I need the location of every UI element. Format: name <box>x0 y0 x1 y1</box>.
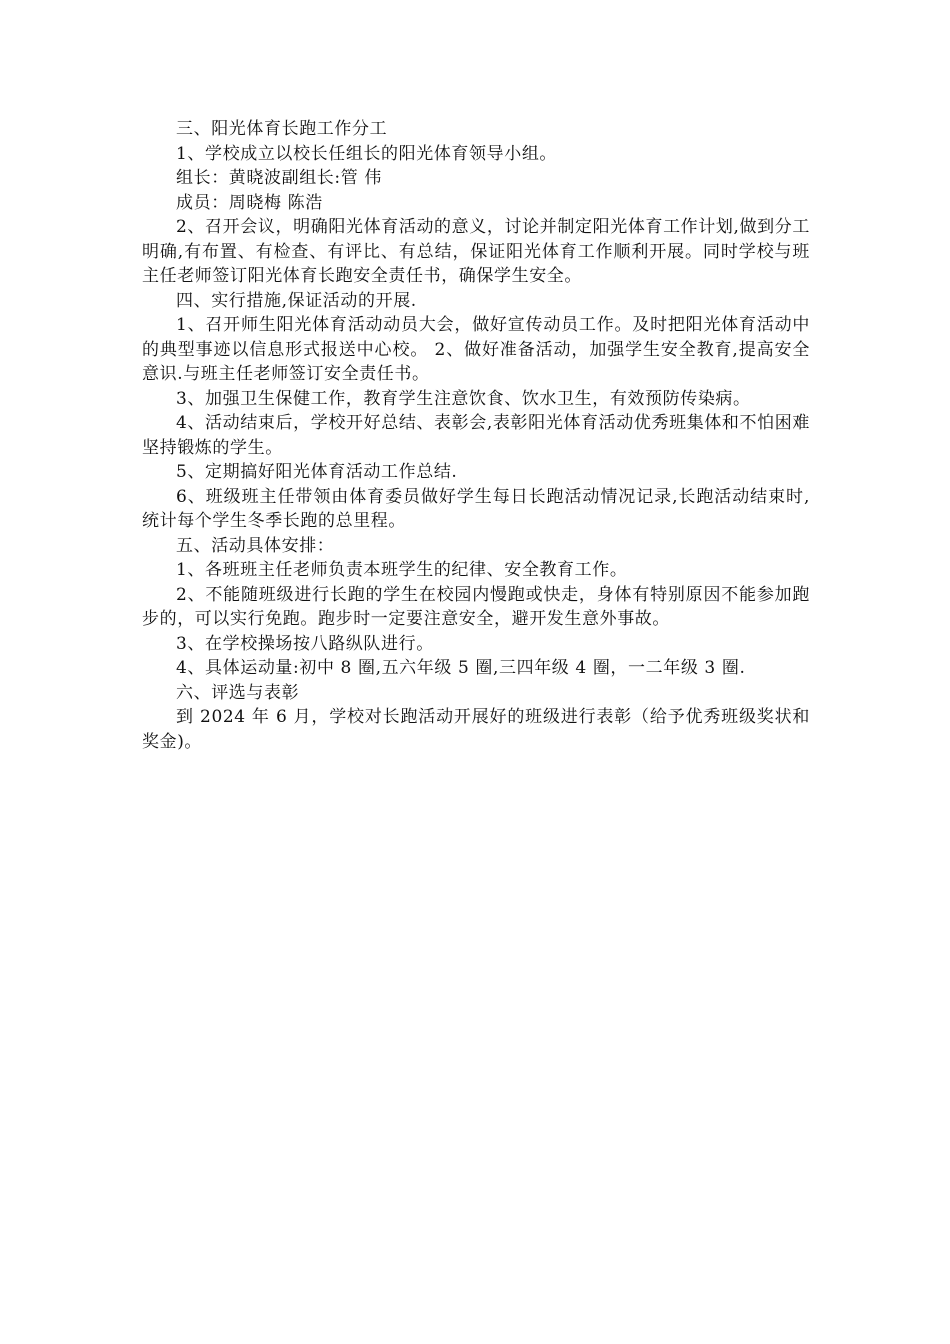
paragraph: 2、不能随班级进行长跑的学生在校园内慢跑或快走，身体有特别原因不能参加跑步的，可以实行免跑。跑步时一定要注意安全，避开发生意外事故。 <box>142 584 810 629</box>
paragraph: 1、各班班主任老师负责本班学生的纪律、安全教育工作。 <box>176 560 628 580</box>
paragraph: 4、具体运动量:初中 8 圈,五六年级 5 圈,三四年级 4 圈，一二年级 3 圈. <box>176 658 746 678</box>
section-heading-5: 五、活动具体安排： <box>176 535 335 556</box>
paragraph: 组长：黄晓波副组长:管 伟 <box>176 168 382 188</box>
paragraph: 3、在学校操场按八路纵队进行。 <box>176 633 434 654</box>
section-heading-6: 六、评选与表彰 <box>176 682 300 703</box>
section-heading-3: 三、阳光体育长跑工作分工 <box>176 119 388 139</box>
paragraph: 成员：周晓梅 陈浩 <box>176 192 323 213</box>
paragraph: 2、召开会议，明确阳光体育活动的意义，讨论并制定阳光体育工作计划,做到分工明确,有布置、有检查、有评比、有总结，保证阳光体育工作顺利开展。同时学校与班主任老师签订阳光体育长跑安全责任书，确保学生安全。 <box>142 217 810 286</box>
paragraph: 5、定期搞好阳光体育活动工作总结. <box>176 462 458 482</box>
document-body <box>142 117 810 754</box>
section-heading-4: 四、实行措施,保证活动的开展. <box>176 290 417 311</box>
paragraph: 3、加强卫生保健工作，教育学生注意饮食、饮水卫生，有效预防传染病。 <box>176 388 751 409</box>
paragraph: 1、召开师生阳光体育活动动员大会，做好宣传动员工作。及时把阳光体育活动中的典型事迹以信息形式报送中心校。 2、做好准备活动，加强学生安全教育,提高安全意识.与班主任老师签订安全责任书。 <box>142 315 810 384</box>
paragraph: 到 2024 年 6 月，学校对长跑活动开展好的班级进行表彰（给予优秀班级奖状和奖金)。 <box>142 707 810 752</box>
paragraph: 4、活动结束后，学校开好总结、表彰会,表彰阳光体育活动优秀班集体和不怕困难坚持锻炼的学生。 <box>142 413 810 458</box>
paragraph: 1、学校成立以校长任组长的阳光体育领导小组。 <box>176 143 558 164</box>
paragraph: 6、班级班主任带领由体育委员做好学生每日长跑活动情况记录,长跑活动结束时,统计每个学生冬季长跑的总里程。 <box>142 486 810 531</box>
